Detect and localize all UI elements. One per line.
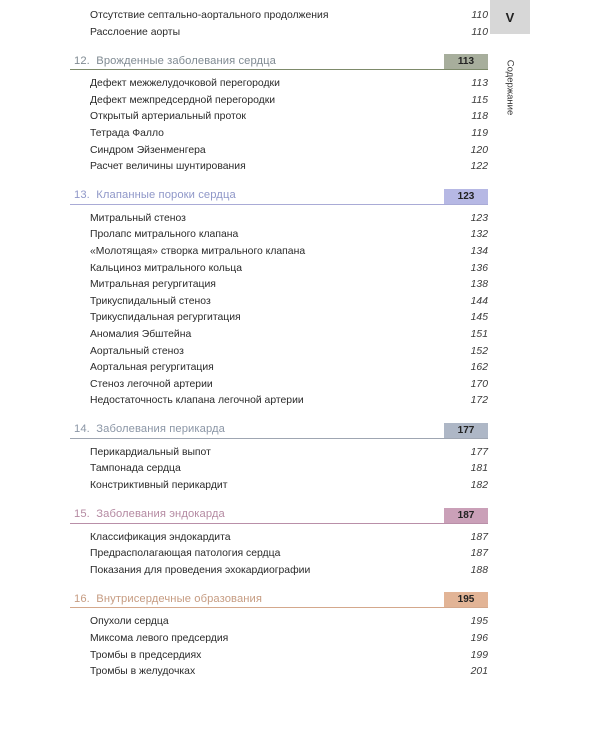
section-title: 16. Внутрисердечные образования (74, 592, 263, 605)
section-page-badge: 177 (444, 423, 488, 438)
toc-entry (70, 631, 488, 648)
entry-page: 172 (470, 395, 488, 407)
entry-page: 196 (470, 633, 488, 645)
entry-title: Опухоли сердца (90, 616, 169, 628)
entry-title: «Молотящая» створка митрального клапана (90, 245, 306, 257)
entry-page: 195 (470, 616, 488, 628)
section-page-badge: 195 (444, 592, 488, 607)
section-heading-14 (70, 421, 488, 439)
entry-page: 138 (470, 279, 488, 291)
toc-entry (70, 25, 488, 42)
section-heading-15 (70, 506, 488, 524)
entry-page: 110 (471, 10, 488, 21)
entry-title: Синдром Эйзенменгера (90, 144, 206, 156)
entry-page: 177 (470, 446, 488, 458)
section-page-badge: 187 (444, 508, 488, 523)
section-title: 14. Заболевания перикарда (74, 423, 225, 436)
section-heading-12 (70, 52, 488, 70)
entry-title: Дефект межжелудочковой перегородки (90, 78, 280, 90)
entry-title: Кальциноз митрального кольца (90, 262, 243, 274)
entry-page: 122 (470, 161, 488, 173)
entry-title: Аортальная регургитация (90, 362, 214, 374)
toc-entry (70, 76, 488, 93)
toc-entry (70, 614, 488, 631)
toc-entry (70, 211, 488, 228)
entry-page: 187 (470, 548, 488, 560)
entry-page: 144 (470, 295, 488, 307)
toc-content (70, 8, 488, 681)
entry-page: 118 (471, 111, 488, 123)
entry-title: Миксома левого предсердия (90, 633, 229, 645)
entry-page: 182 (470, 480, 488, 492)
section-title: 12. Врожденные заболевания сердца (74, 54, 276, 67)
toc-entry (70, 227, 488, 244)
toc-entry (70, 563, 488, 580)
entry-page: 115 (471, 94, 488, 106)
toc-entry (70, 294, 488, 311)
toc-entry (70, 244, 488, 261)
toc-entry (70, 360, 488, 377)
entry-page: 181 (470, 463, 488, 475)
entry-page: 110 (471, 26, 488, 38)
toc-entry (70, 109, 488, 126)
entry-title: Митральная регургитация (90, 279, 216, 291)
entry-page: 136 (470, 262, 488, 274)
toc-entry (70, 530, 488, 547)
toc-entry (70, 393, 488, 410)
entry-title: Дефект межпредсердной перегородки (90, 94, 276, 106)
entry-page: 199 (470, 649, 488, 661)
entry-title: Отсутствие септально-аортального продолжения (90, 10, 329, 21)
toc-entry (70, 648, 488, 665)
entry-title: Перикардиальный выпот (90, 446, 211, 458)
entry-title: Митральный стеноз (90, 212, 186, 224)
toc-entry (70, 478, 488, 495)
toc-entry (70, 277, 488, 294)
entry-title: Предрасполагающая патология сердца (90, 548, 281, 560)
toc-entry (70, 143, 488, 160)
entry-page: 119 (471, 127, 488, 139)
toc-entry (70, 377, 488, 394)
entry-page: 152 (470, 345, 488, 357)
toc-entry (70, 664, 488, 681)
entry-page: 132 (470, 229, 488, 241)
side-label (490, 42, 530, 132)
page-side-tab (490, 0, 530, 750)
toc-entry (70, 310, 488, 327)
toc-entry (70, 159, 488, 176)
entry-page: 145 (470, 312, 488, 324)
toc-entry (70, 327, 488, 344)
toc-entry (70, 546, 488, 563)
entry-page: 162 (470, 362, 488, 374)
entry-title: Тетрада Фалло (90, 127, 164, 139)
section-page-badge: 123 (444, 189, 488, 204)
entry-title: Констриктивный перикардит (90, 480, 228, 492)
side-label-text: Содержание (504, 59, 516, 115)
section-page-badge: 113 (444, 54, 488, 69)
entry-page: 134 (470, 245, 488, 257)
entry-title: Стеноз легочной артерии (90, 378, 213, 390)
entry-page: 151 (470, 328, 488, 340)
entry-page: 120 (470, 144, 488, 156)
entry-title: Открытый артериальный проток (90, 111, 246, 123)
entry-title: Тромбы в предсердиях (90, 649, 202, 661)
entry-page: 170 (470, 378, 488, 390)
entry-title: Показания для проведения эхокардиографии (90, 564, 311, 576)
entry-title: Пролапс митрального клапана (90, 229, 239, 241)
entry-title: Трикуспидальный стеноз (90, 295, 211, 307)
toc-entry (70, 461, 488, 478)
entry-title: Аортальный стеноз (90, 345, 184, 357)
toc-entry (70, 261, 488, 278)
entry-title: Аномалия Эбштейна (90, 328, 192, 340)
entry-title: Тромбы в желудочках (90, 666, 196, 678)
toc-entry (70, 93, 488, 110)
entry-title: Расслоение аорты (90, 26, 181, 38)
entry-page: 187 (470, 531, 488, 543)
entry-title: Расчет величины шунтирования (90, 161, 246, 173)
section-heading-16 (70, 590, 488, 608)
toc-entry (70, 8, 488, 25)
section-heading-13 (70, 187, 488, 205)
entry-title: Недостаточность клапана легочной артерии (90, 395, 304, 407)
entry-title: Тампонада сердца (90, 463, 181, 475)
section-title: 13. Клапанные пороки сердца (74, 189, 236, 202)
entry-page: 201 (470, 666, 488, 678)
toc-entry (70, 445, 488, 462)
entry-page: 123 (470, 212, 488, 224)
section-title: 15. Заболевания эндокарда (74, 508, 225, 521)
entry-title: Классификация эндокардита (90, 531, 231, 543)
entry-title: Трикуспидальная регургитация (90, 312, 241, 324)
entry-page: 188 (470, 564, 488, 576)
toc-entry (70, 126, 488, 143)
entry-page: 113 (471, 78, 488, 90)
page-roman-marker: V (490, 0, 530, 34)
toc-entry (70, 344, 488, 361)
